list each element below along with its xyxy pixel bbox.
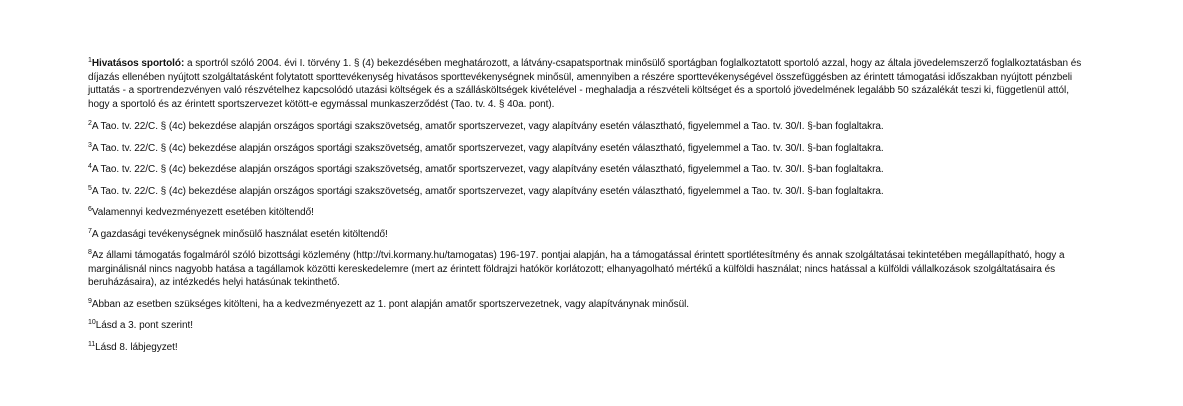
footnote-number: 6	[88, 206, 92, 213]
footnote-text: Abban az esetben szükséges kitölteni, ha a kedvezményezett az 1. pont alapján amatőr sportszervezetnek, vagy alapítványnak minősül.	[91, 298, 689, 310]
footnote-number: 7	[88, 227, 92, 235]
footnote-text: A Tao. tv. 22/C. § (4c) bekezdése alapján országos sportági szakszövetség, amatőr sportszervezet, vagy alapítvány esetén választható, figyelemmel a Tao. tv. 30/I. §-ban foglaltakra.	[91, 185, 884, 197]
footnote-number: 8	[88, 249, 92, 256]
footnotes-section	[88, 57, 1088, 362]
footnote-text: A Tao. tv. 22/C. § (4c) bekezdése alapján országos sportági szakszövetség, amatőr sportszervezet, vagy alapítvány esetén választható, figyelemmel a Tao. tv. 30/I. §-ban foglaltakra.	[91, 121, 884, 132]
footnote-6	[88, 206, 1088, 220]
footnote-11	[88, 341, 1088, 355]
footnote-text: a sportról szóló 2004. évi I. törvény 1. § (4) bekezdésében meghatározott, a látvány-csapatsportnak minősülő sportágban foglalkoztatott sportoló azzal, hogy az általa jövedelemszerző foglalkoztatásban és díjazás ellenében nyújtott szolgáltatásként folytatott sporttevékenység hivatásos sporttevékenységnek minősül, amennyiben a részére sporttevékenységével összefüggésben az érintett támogatási időszakban nyújtott pénzbeli juttatás - a sportrendezvényen való részvételhez kapcsolódó utazási költségek és a szállásköltségek kivételével - meghaladja a részvételi költséget és a sportoló jövedelmének legalább 50 százalékát teszi ki, függetlenül attól, hogy a sportoló és az érintett sportszervezet kötött-e egymással munkaszerződést (Tao. tv. 4. § 40a. pont).	[88, 58, 1082, 110]
footnote-5	[88, 185, 1088, 199]
footnote-text: Lásd 8. lábjegyzet!	[95, 341, 178, 353]
footnote-text: A gazdasági tevékenységnek minősülő használat esetén kitöltendő!	[91, 228, 388, 240]
footnote-number: 9	[88, 297, 92, 305]
footnote-number: 4	[88, 163, 92, 170]
footnote-number: 5	[88, 184, 92, 192]
footnote-text: A Tao. tv. 22/C. § (4c) bekezdése alapján országos sportági szakszövetség, amatőr sportszervezet, vagy alapítvány esetén választható, figyelemmel a Tao. tv. 30/I. §-ban foglaltakra.	[91, 142, 884, 154]
footnote-9	[88, 298, 1088, 312]
footnote-text: A Tao. tv. 22/C. § (4c) bekezdése alapján országos sportági szakszövetség, amatőr sportszervezet, vagy alapítvány esetén választható, figyelemmel a Tao. tv. 30/I. §-ban foglaltakra.	[91, 164, 884, 175]
footnote-4	[88, 163, 1088, 177]
footnote-number: 10	[88, 319, 96, 326]
footnote-number: 1	[88, 57, 92, 64]
footnote-text: Lásd a 3. pont szerint!	[95, 320, 193, 331]
footnote-8	[88, 249, 1088, 290]
footnote-number: 11	[88, 340, 96, 348]
footnote-7	[88, 228, 1088, 242]
footnote-3	[88, 142, 1088, 156]
footnote-text: Valamennyi kedvezményezett esetében kitöltendő!	[91, 207, 314, 218]
footnote-number: 2	[88, 120, 92, 127]
footnote-2	[88, 120, 1088, 134]
footnote-number: 3	[88, 141, 92, 149]
footnote-term: Hivatásos sportoló:	[91, 58, 185, 69]
footnote-text: Az állami támogatás fogalmáról szóló bizottsági közlemény (http://tvi.kormany.hu/tamogatas) 196-197. pontjai alapján, ha a támogatással érintett sportlétesítmény és annak szolgáltatásai tekintetében megállapítható, hogy a marginálisnál nincs nagyobb hatása a tagállamok közötti kereskedelemre (mert az érintett földrajzi hatókör korlátozott; elhanyagolható mértékű a külföldi használat; nincs hatással a külföldi vállalkozások szolgáltatásaira és beruházásaira), az intézkedés helyi hatásúnak tekinthető.	[88, 250, 1065, 288]
footnote-1	[88, 57, 1088, 111]
footnote-10	[88, 319, 1088, 333]
